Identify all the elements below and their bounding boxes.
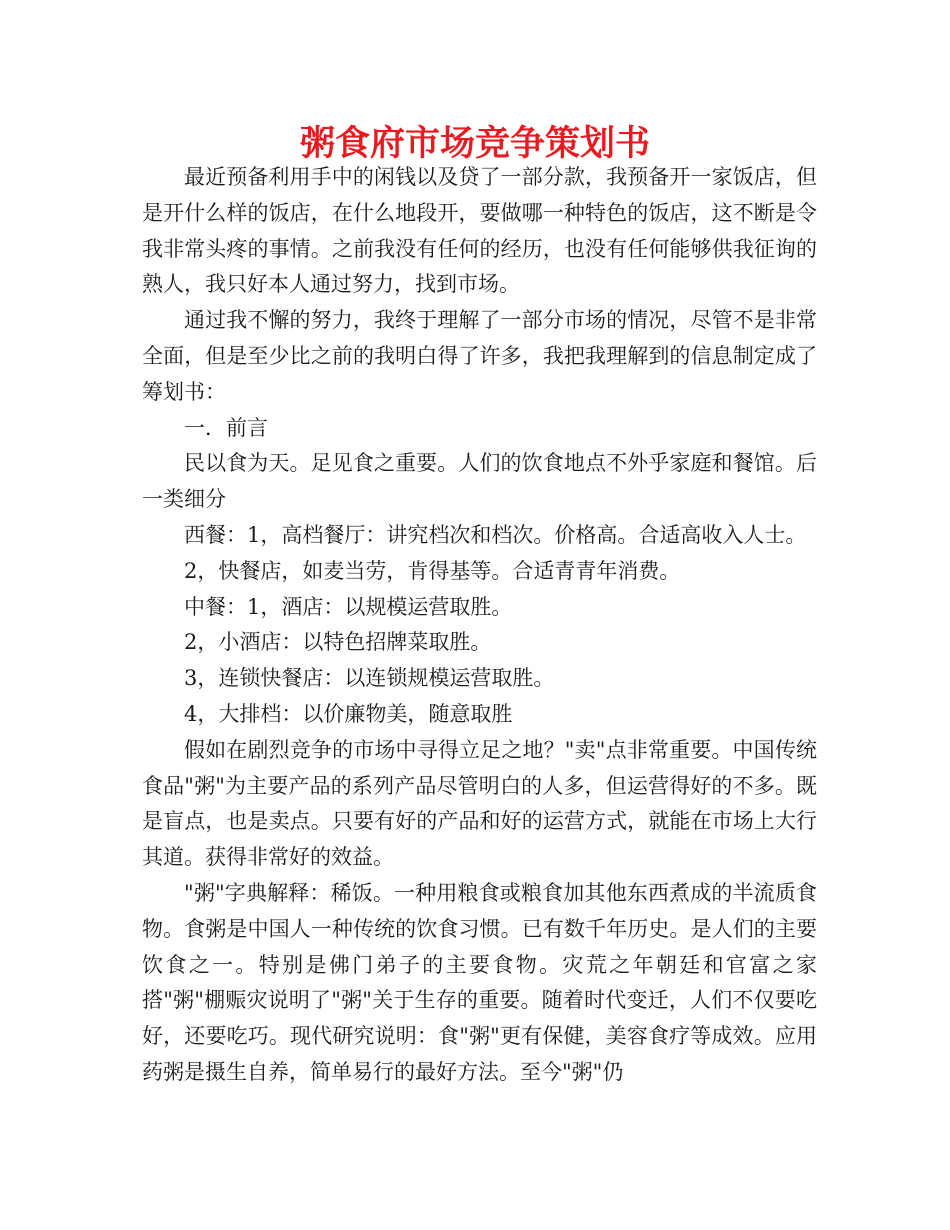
paragraph-preface: 民以食为天。足见食之重要。人们的饮食地点不外乎家庭和餐馆。后一类细分 <box>142 451 817 512</box>
paragraph-research: 通过我不懈的努力，我终于理解了一部分市场的情况，尽管不是非常全面，但是至少比之前的我明白得了许多，我把我理解到的信息制定成了筹划书： <box>142 308 817 404</box>
paragraph-selling-point: 假如在剧烈竞争的市场中寻得立足之地？"卖"点非常重要。中国传统食品"粥"为主要产品的系列产品尽管明白的人多，但运营得好的不多。既是盲点，也是卖点。只要有好的产品和好的运营方式，就能在市场上大行其道。获得非常好的效益。 <box>142 737 817 870</box>
document-body <box>142 160 817 1091</box>
section-heading-preface: 一．前言 <box>184 415 268 440</box>
list-item-western-2: 2，快餐店，如麦当劳，肯得基等。合适青青年消费。 <box>184 558 681 583</box>
document-title: 粥食府市场竞争策划书 <box>299 124 650 164</box>
paragraph-intro: 最近预备利用手中的闲钱以及贷了一部分款，我预备开一家饭店，但是开什么样的饭店，在什么地段开，要做哪一种特色的饭店，这不断是令我非常头疼的事情。之前我没有任何的经历，也没有任何能够供我征询的熟人，我只好本人通过努力，找到市场。 <box>142 165 817 297</box>
list-item-chinese-1: 中餐：1，酒店：以规模运营取胜。 <box>184 594 513 619</box>
list-item-chinese-2: 2，小酒店：以特色招牌菜取胜。 <box>184 630 492 655</box>
paragraph-congee-definition: "粥"字典解释：稀饭。一种用粮食或粮食加其他东西煮成的半流质食物。食粥是中国人一种传统的饮食习惯。已有数千年历史。是人们的主要饮食之一。特别是佛门弟子的主要食物。灾荒之年朝廷和官富之家搭"粥"棚赈灾说明了"粥"关于生存的重要。随着时代变迁，人们不仅要吃好，还要吃巧。现代研究说明：食"粥"更有保健，美容食疗等成效。应用药粥是摄生自养，简单易行的最好方法。至今"粥"仍 <box>142 880 817 1084</box>
list-item-chinese-3: 3，连锁快餐店：以连锁规模运营取胜。 <box>184 666 555 691</box>
list-item-western-1: 西餐：1，高档餐厅：讲究档次和档次。价格高。合适高收入人士。 <box>184 522 807 547</box>
list-item-chinese-4: 4，大排档：以价廉物美，随意取胜 <box>184 701 513 726</box>
